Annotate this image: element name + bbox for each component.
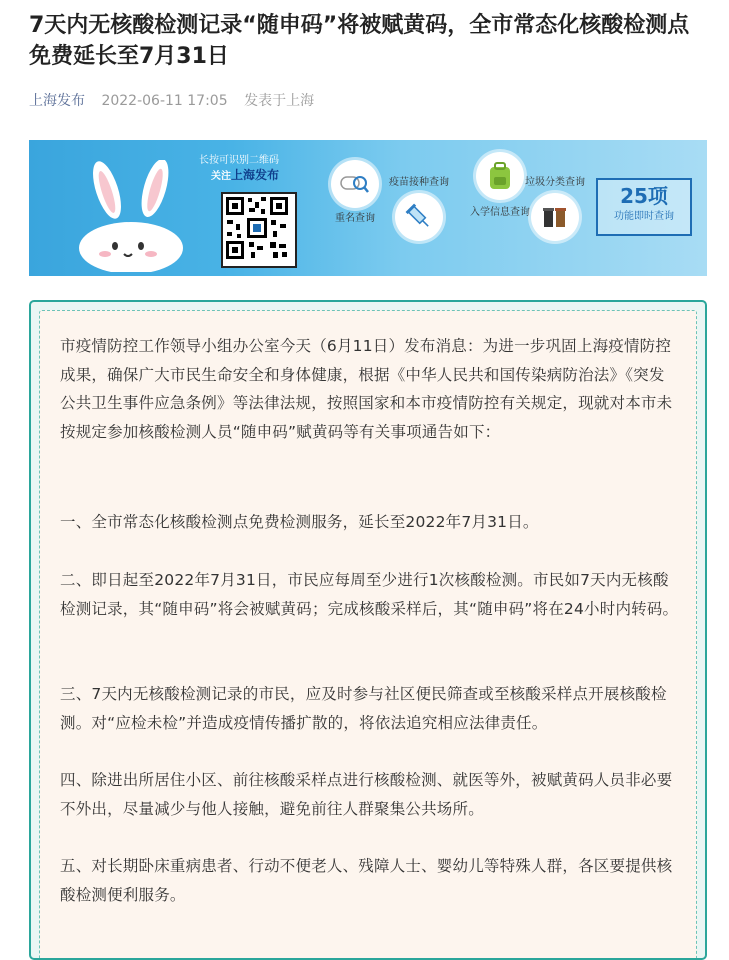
magnifier-icon — [331, 160, 379, 208]
feature-label: 重名查询 — [335, 213, 375, 224]
article-meta — [29, 90, 314, 110]
qr-caption-line2: 关注上海发布 — [210, 168, 279, 182]
feature-count-badge[interactable] — [596, 178, 692, 236]
qr-code-icon[interactable] — [221, 192, 297, 268]
promo-banner[interactable] — [29, 140, 707, 276]
bunny-mascot-icon — [77, 160, 189, 272]
publish-location: 发表于上海 — [244, 93, 315, 109]
qr-caption-brand: 上海发布 — [230, 168, 279, 182]
backpack-icon — [476, 152, 524, 200]
qr-caption-line1: 长按可识别二维码 — [199, 155, 279, 166]
feature-label: 疫苗接种查询 — [389, 177, 449, 188]
article-title: 7天内无核酸检测记录“随申码”将被赋黄码，全市常态化核酸检测点免费延长至7月31日 — [29, 13, 690, 69]
feature-name-query[interactable] — [315, 160, 395, 225]
notice-paragraph-intro: 市疫情防控工作领导小组办公室今天（6月11日）发布消息：为进一步巩固上海疫情防控成果，确保广大市民生命安全和身体健康，根据《中华人民共和国传染病防治法》《突发公共卫生事件应急条例》等法律法规，按照国家和本市疫情防控有关规定，现就对本市未按规定参加核酸检测人员“随申码”赋黄码等有关事项通告如下： — [60, 337, 673, 441]
notice-paragraph-1: 一、全市常态化核酸检测点免费检测服务，延长至2022年7月31日。 — [60, 513, 539, 531]
feature-vaccine-query[interactable] — [389, 176, 449, 241]
notice-paragraph-4: 四、除进出所居住小区、前往核酸采样点进行核酸检测、就医等外，被赋黄码人员非必要不外出，尽量减少与他人接触，避免前往人群聚集公共场所。 — [60, 771, 673, 818]
qr-caption — [179, 154, 279, 184]
feature-label: 垃圾分类查询 — [525, 177, 585, 188]
feature-count-label: 功能即时查询 — [614, 211, 674, 222]
syringe-icon — [395, 193, 443, 241]
source-account-link[interactable]: 上海发布 — [29, 93, 85, 109]
notice-paragraph-2: 二、即日起至2022年7月31日，市民应每周至少进行1次核酸检测。市民如7天内无核酸检测记录，其“随申码”将会被赋黄码；完成核酸采样后，其“随申码”将在24小时内转码。 — [60, 571, 679, 618]
feature-count-number: 25项 — [620, 184, 668, 208]
feature-waste-sorting-query[interactable] — [525, 176, 585, 241]
notice-paragraph-3: 三、7天内无核酸检测记录的市民，应及时参与社区便民筛查或至核酸采样点开展核酸检测。对“应检未检”并造成疫情传播扩散的，将依法追究相应法律责任。 — [60, 685, 667, 732]
notice-paragraph-5: 五、对长期卧床重病患者、行动不便老人、残障人士、婴幼儿等特殊人群，各区要提供核酸检测便利服务。 — [60, 857, 673, 904]
trash-bins-icon — [531, 193, 579, 241]
publish-datetime: 2022-06-11 17:05 — [101, 93, 228, 109]
notice-box — [29, 300, 707, 960]
feature-label: 入学信息查询 — [470, 207, 530, 218]
